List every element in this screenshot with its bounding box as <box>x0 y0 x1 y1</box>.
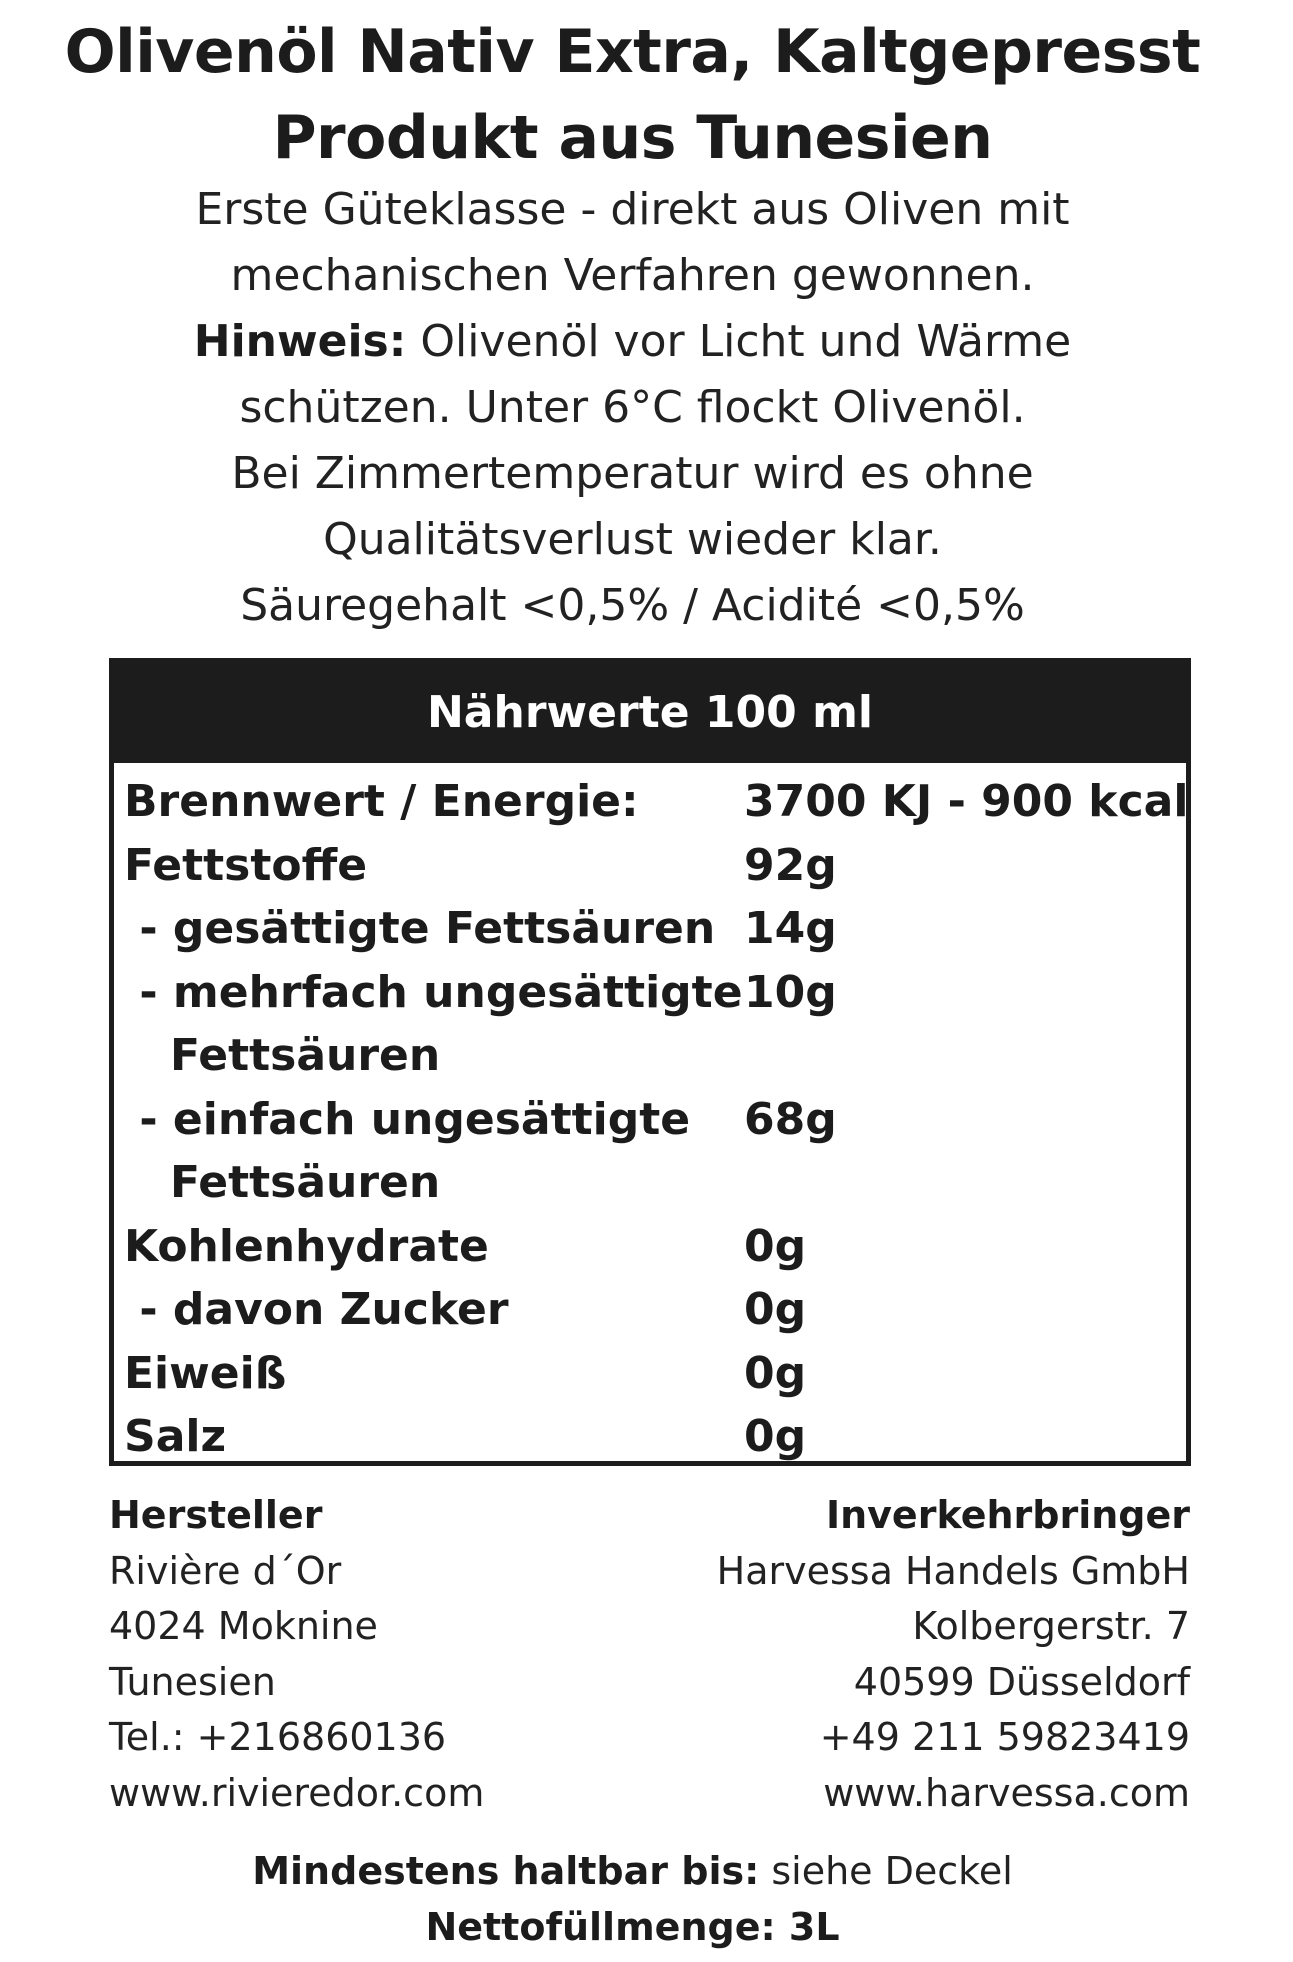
manufacturer-line: Tel.: +216860136 <box>109 1715 447 1759</box>
distributor-line: 40599 Düsseldorf <box>853 1659 1190 1704</box>
description-line: schützen. Unter 6°C flockt Olivenöl. <box>239 382 1026 433</box>
best-before-value: siehe Deckel <box>759 1849 1013 1893</box>
acidity-line: Säuregehalt <0,5% / Acidité <0,5% <box>240 580 1025 631</box>
manufacturer-line: Rivière d´Or <box>109 1548 342 1593</box>
nutrient-label: Fettsäuren <box>124 1157 441 1208</box>
distributor-line: Kolbergerstr. 7 <box>912 1604 1190 1648</box>
distributor-block <box>717 1488 1190 1821</box>
nutrient-value: 68g <box>744 1093 837 1145</box>
nutrition-table <box>109 658 1191 1466</box>
nutrient-value: 0g <box>744 1284 807 1335</box>
manufacturer-line: Tunesien <box>109 1659 276 1704</box>
net-quantity: Nettofüllmenge: 3L <box>425 1905 840 1949</box>
manufacturer-website: www.rivieredor.com <box>109 1770 485 1815</box>
description-line: Erste Güteklasse - direkt aus Oliven mit <box>195 184 1070 235</box>
distributor-heading: Inverkehrbringer <box>825 1493 1190 1537</box>
nutrient-value: 10g <box>744 966 837 1018</box>
nutrient-label: Salz <box>124 1411 227 1462</box>
distributor-line: Harvessa Handels GmbH <box>716 1548 1190 1593</box>
hint-label: Hinweis: <box>193 316 407 367</box>
product-origin-title: Produkt aus Tunesien <box>272 103 993 173</box>
nutrient-value: 92g <box>744 839 837 891</box>
hint-text: Olivenöl vor Licht und Wärme <box>406 316 1072 367</box>
distributor-line: +49 211 59823419 <box>819 1715 1190 1759</box>
description-line: Qualitätsverlust wieder klar. <box>323 514 942 565</box>
nutrient-label: Brennwert / Energie: <box>124 776 639 827</box>
nutrient-label: - mehrfach ungesättigte <box>124 966 743 1018</box>
nutrition-heading: Nährwerte 100 ml <box>114 663 1186 763</box>
nutrient-label: - gesättigte Fettsäuren <box>124 903 716 954</box>
nutrient-label: Eiweiß <box>124 1347 287 1399</box>
manufacturer-line: 4024 Moknine <box>109 1604 378 1648</box>
hint-line <box>0 309 1265 375</box>
description-line: Bei Zimmertemperatur wird es ohne <box>231 448 1034 499</box>
net-quantity-line <box>0 1899 1265 1955</box>
nutrient-label: - einfach ungesättigte <box>124 1093 691 1145</box>
nutrient-value: 3700 KJ - 900 kcal <box>744 776 1189 827</box>
nutrient-value: 0g <box>744 1411 807 1462</box>
manufacturer-heading: Hersteller <box>109 1493 323 1537</box>
manufacturer-block <box>109 1488 484 1821</box>
nutrient-label: - davon Zucker <box>124 1284 509 1335</box>
best-before-label: Mindestens haltbar bis: <box>252 1849 760 1893</box>
best-before-line <box>0 1843 1265 1899</box>
nutrient-value: 14g <box>744 903 837 954</box>
nutrient-label: Kohlenhydrate <box>124 1220 489 1272</box>
description-line: mechanischen Verfahren gewonnen. <box>230 250 1035 301</box>
nutrient-label: Fettsäuren <box>124 1030 441 1081</box>
nutrient-label: Fettstoffe <box>124 839 368 891</box>
product-title: Olivenöl Nativ Extra, Kaltgepresst <box>64 17 1201 87</box>
product-description <box>0 177 1265 639</box>
distributor-website: www.harvessa.com <box>823 1770 1190 1815</box>
nutrient-value: 0g <box>744 1347 807 1399</box>
nutrient-value: 0g <box>744 1220 807 1272</box>
